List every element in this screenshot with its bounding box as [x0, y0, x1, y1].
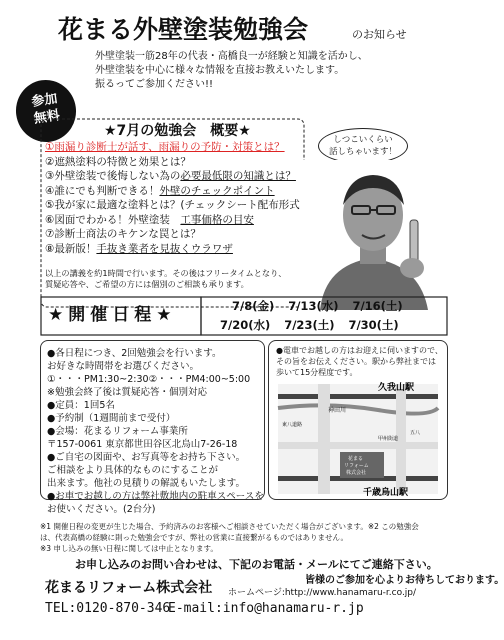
date-item: 7/8(金): [232, 299, 275, 313]
info-line: ●ご自宅の図面や、お写真等をお持ち下さい。: [47, 452, 246, 463]
topic-text: ②遮熱塗料の特徴と効果とは？: [45, 155, 191, 168]
note-line: 以上の講義を約1時間で行います。その後はフリータイムとなり、: [45, 268, 287, 278]
info-line: ●会場：花まるリフォーム事業所: [47, 426, 188, 437]
info-line: ●各日程につき、2回勉強会を行います。: [47, 348, 222, 359]
road-right-label: 五八: [410, 430, 421, 436]
intro-line: 振るってご参加ください!!: [95, 79, 214, 90]
company-name: 花まるリフォーム株式会社: [45, 580, 213, 596]
footnote-line: ※3 申し込みの無い日程に関しては中止となります。: [40, 544, 218, 553]
bubble-line: 話しちゃいます！: [328, 147, 397, 157]
event-info-box: [40, 340, 265, 515]
overview-title: ★7月の勉強会 概要★: [104, 123, 251, 139]
office-label-3: 株式会社: [346, 470, 367, 476]
topic-text: ③外壁塗装で後悔しない為の: [45, 170, 181, 182]
intro-line: 外壁塗装を中心に様々な情報を直接お教えいたします。: [95, 65, 345, 76]
topic-item: [45, 242, 304, 257]
phone-number[interactable]: TEL:0120-870-346: [45, 601, 171, 616]
office-label-1: 花まる: [348, 456, 364, 462]
schedule-title: ★開催日程★: [48, 305, 177, 325]
note-line: 質疑応答や、ご希望の方には個別のご相談も承ります。: [45, 279, 249, 289]
info-line: お好きな時間帯をお選びください。: [47, 361, 200, 372]
topic-text: ⑤我が家に最適な塗料とは？(チェックシート配布形式): [45, 199, 304, 211]
info-line: ●お車でお越しの方は弊社敷地内の駐車スペースを: [47, 491, 264, 502]
homepage-link[interactable]: ホームページ:http://www.hanamaru-r.co.jp/: [228, 588, 417, 598]
date-item: 7/16(土): [352, 299, 403, 313]
info-line: ●定員：1回5名: [47, 400, 115, 411]
footnotes: [40, 521, 419, 554]
overview-note: [45, 268, 287, 290]
topic-item: [45, 213, 304, 228]
contact-instructions: お申し込みのお問い合わせは、下記のお電話・メールにてご連絡下さい。: [75, 558, 438, 571]
road-label: 甲州街道: [378, 436, 399, 442]
info-line: ご相談をより具体的なものにすることが: [47, 465, 219, 476]
topic-text: ⑧最新版！: [45, 242, 97, 255]
speech-bubble: [318, 128, 408, 164]
topic-text: ⑦診断士商法のキケンな罠とは？: [45, 228, 201, 240]
info-line: お使いください。(2台分): [47, 504, 156, 515]
date-item: 7/23(土): [284, 318, 335, 332]
topic-item: [45, 184, 304, 199]
station-top-label: 久我山駅: [378, 383, 415, 393]
intro-text: [95, 50, 368, 92]
bubble-line: しつこいくらい: [333, 135, 393, 145]
topic-item: [45, 198, 304, 213]
topic-item: [45, 169, 304, 184]
topic-text: ④誰にでも判断できる！: [45, 184, 160, 197]
topic-text: ①雨漏り診断士が話す、雨漏りの予防・対策とは？: [45, 141, 285, 153]
footnote-line: ※1 開催日程の変更が生じた場合、予約済みのお客様へご相談させていただく場合がございます。※2 この勉強会: [40, 522, 419, 531]
info-line: ※勉強会終了後は質疑応答・個別対応: [47, 387, 207, 398]
email-link[interactable]: E-mail:info@hanamaru-r.jp: [168, 601, 364, 616]
info-line: ●予約制（1週間前まで受付）: [47, 413, 176, 424]
map-line: ●電車でお越しの方はお迎えに伺いますので、: [276, 346, 443, 355]
topic-highlight: 手抜き業者を見抜くウラワザ: [96, 242, 233, 255]
topic-highlight: 工事価格の目安: [180, 213, 254, 226]
map-line: 歩いて15分程度です。: [276, 368, 358, 377]
topic-item: [45, 227, 304, 242]
badge-line: 無料: [32, 108, 61, 127]
info-line: ①・・・PM1:30~2:30②・・・PM4:00~5:00: [47, 374, 251, 385]
topic-highlight: 外壁のチェックポイント: [159, 184, 275, 197]
map-instructions: [276, 345, 443, 378]
river-label: 神田川: [328, 407, 347, 414]
schedule-dates: [220, 297, 403, 335]
date-row: [220, 316, 403, 335]
info-line: 〒157-0061 東京都世田谷区北烏山7-26-18: [47, 439, 238, 450]
page-title: 花まる外壁塗装勉強会: [58, 15, 309, 44]
topic-item: [45, 140, 304, 155]
topic-text: ⑥図面でわかる！外壁塗装: [45, 213, 181, 226]
date-item: 7/20(水): [220, 318, 271, 332]
map-line: その旨をお伝えください。駅から弊社までは: [276, 357, 436, 366]
footnote-line: は、代表高橋の経験に則った勉強会ですが、弊社の営業に直接繋がるものではありません。: [40, 533, 348, 542]
date-item: 7/13(水): [288, 299, 339, 313]
topic-highlight: 必要最低限の知識とは？: [180, 170, 296, 182]
closing-message: 皆様のご参加を心よりお待ちしております。: [305, 575, 504, 586]
date-row: [232, 297, 403, 316]
road-left-label: 東八道路: [282, 422, 303, 428]
badge-line: 参加: [30, 91, 59, 110]
presenter-photo: [300, 160, 445, 310]
date-item: 7/30(土): [348, 318, 399, 332]
topic-item: [45, 155, 304, 170]
page-title-suffix: のお知らせ: [352, 28, 407, 41]
info-line: 出来ます。他社の見積りの解説もいたします。: [47, 478, 245, 489]
office-label-2: リフォーム: [344, 463, 369, 469]
station-bottom-label: 千歳烏山駅: [363, 488, 409, 498]
access-map: [268, 378, 448, 500]
topic-list: [45, 140, 304, 256]
intro-line: 外壁塗装一筋28年の代表・高橋良一が経験と知識を活かし、: [95, 51, 368, 62]
